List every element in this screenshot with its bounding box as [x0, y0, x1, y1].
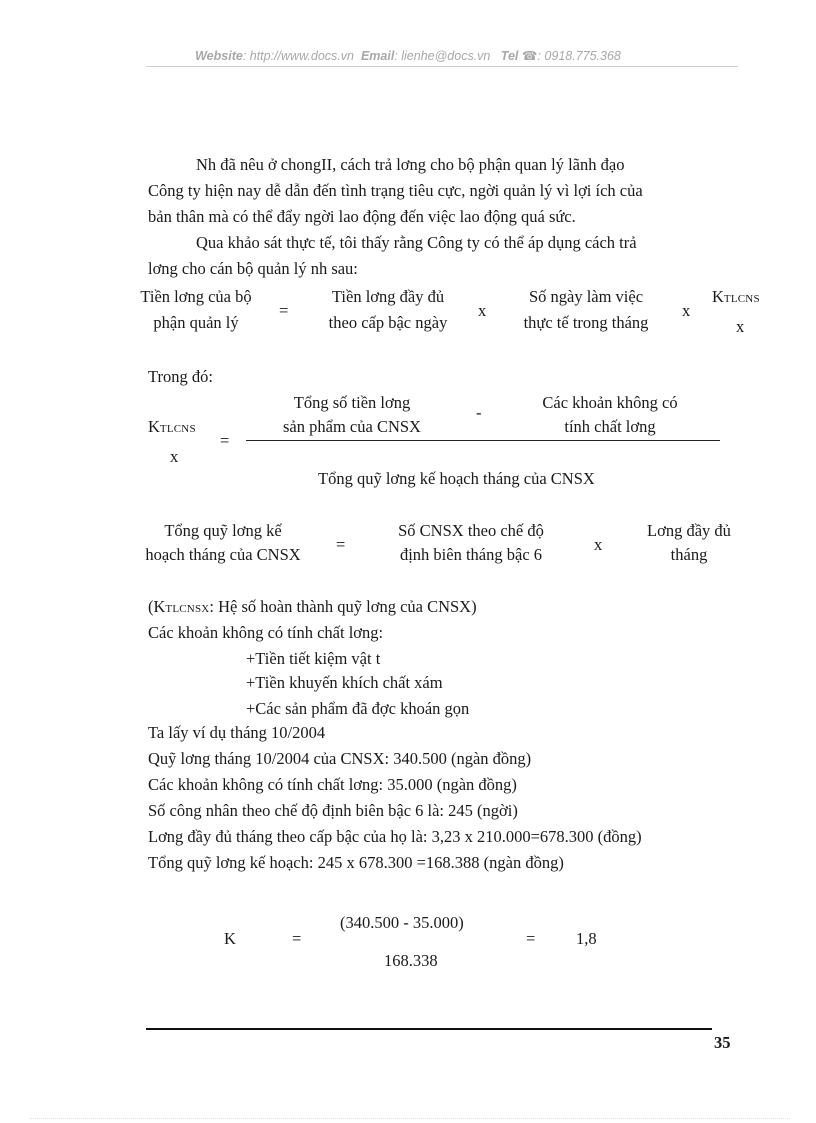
formula1-term-a-line1: Tiền lơng của bộ — [140, 287, 252, 306]
example-line-1: Ta lấy ví dụ tháng 10/2004 — [148, 723, 326, 742]
result-denominator: 168.338 — [384, 951, 438, 970]
formula1-coefficient — [712, 284, 760, 312]
formula1-term-b-line2: theo cấp bậc ngày — [328, 313, 448, 332]
formula2-coefficient — [148, 414, 196, 442]
coefficient-description: : Hệ số hoàn thành quỹ lơng của CNSX) — [209, 597, 477, 616]
coefficient-definition — [148, 594, 477, 622]
formula3-term-b-line2: định biên tháng bậc 6 — [399, 545, 543, 564]
tel-value: : 0918.775.368 — [537, 49, 621, 63]
intro-line-1: Nh đã nêu ở chongII, cách trả lơng cho bộ phận quan lý lãnh đạo — [196, 155, 625, 174]
formula2-k: K — [148, 417, 160, 436]
email-value: : lienhe@docs.vn — [394, 49, 491, 63]
tel-label: Tel — [500, 49, 519, 63]
items-title: Các khoản không có tính chất lơng: — [148, 623, 384, 642]
formula3-times: x — [594, 535, 603, 554]
page-header — [0, 48, 816, 63]
formula2-minus: - — [476, 403, 482, 422]
result-numerator: (340.500 - 35.000) — [340, 913, 464, 932]
formula2-equals: = — [220, 431, 230, 450]
email-label: Email — [360, 49, 395, 63]
formula1-times-1: x — [478, 301, 487, 320]
example-line-5: Lơng đầy đủ tháng theo cấp bậc của họ là: 3,23 x 210.000=678.300 (đồng) — [148, 827, 642, 846]
formula2-k-subscript: TLCNS — [159, 423, 196, 435]
example-line-6: Tổng quỹ lơng kế hoạch: 245 x 678.300 =168.388 (ngàn đồng) — [148, 853, 564, 872]
formula1-term-c-line1: Số ngày làm việc — [528, 287, 644, 306]
formula2-numerator-1-line1: Tổng số tiền lơng — [293, 393, 411, 412]
formula1-k-subscript: TLCNS — [723, 293, 760, 305]
result-equals-2: = — [526, 929, 536, 948]
formula3-term-b-line1: Số CNSX theo chế độ — [398, 521, 544, 540]
intro-line-5: lơng cho cán bộ quản lý nh sau: — [148, 259, 358, 278]
formula2-numerator-2-line1: Các khoản không có — [542, 393, 678, 412]
coefficient-subscript: TLCNSX — [165, 603, 210, 615]
formula2-numerator-2-line2: tính chất lơng — [564, 417, 656, 436]
intro-line-3: bản thân mà có thể đẩy ngời lao động đến việc lao động quá sức. — [148, 207, 576, 226]
website-value: : http://www.docs.vn — [242, 49, 354, 63]
page-bottom-border — [30, 1118, 790, 1119]
coefficient-open: (K — [148, 597, 166, 616]
list-item: +Tiền tiết kiệm vật t — [246, 649, 381, 668]
formula1-times-2: x — [682, 301, 691, 320]
formula1-term-a-line2: phận quản lý — [153, 313, 239, 332]
result-k: K — [224, 929, 236, 948]
formula2-fraction-bar — [246, 440, 720, 441]
intro-line-2: Công ty hiện nay dễ dẫn đến tình trạng tiêu cực, ngời quản lý vì lợi ích của — [148, 181, 643, 200]
list-item: +Tiền khuyến khích chất xám — [246, 673, 443, 692]
result-value: 1,8 — [576, 929, 597, 948]
formula1-term-c-line2: thực tế trong tháng — [523, 313, 649, 332]
formula1-term-b-line1: Tiền lơng đầy đủ — [331, 287, 445, 306]
example-line-2: Quỹ lơng tháng 10/2004 của CNSX: 340.500 (ngàn đồng) — [148, 749, 532, 768]
list-item: +Các sản phẩm đã đợc khoán gọn — [246, 699, 470, 718]
formula3-term-c-line1: Lơng đầy đủ — [647, 521, 731, 540]
formula2-denominator: Tổng quỹ lơng kế hoạch tháng của CNSX — [318, 469, 595, 488]
formula2-numerator-1-line2: sản phẩm của CNSX — [283, 417, 421, 436]
formula3-term-a-line2: hoạch tháng của CNSX — [145, 545, 301, 564]
formula2-times: x — [170, 447, 179, 466]
formula2-intro: Trong đó: — [148, 367, 213, 386]
formula1-times-3: x — [736, 317, 745, 336]
phone-icon: ☎ — [521, 49, 538, 63]
website-label: Website — [195, 49, 243, 63]
formula3-equals: = — [336, 535, 346, 554]
example-line-3: Các khoản không có tính chất lơng: 35.000 (ngàn đồng) — [148, 775, 517, 794]
footer-divider — [146, 1028, 712, 1030]
result-equals-1: = — [292, 929, 302, 948]
formula3-term-c-line2: tháng — [670, 545, 708, 564]
example-line-4: Số công nhân theo chế độ định biên bậc 6 là: 245 (ngời) — [148, 801, 518, 820]
formula1-equals: = — [279, 301, 289, 320]
formula1-k: K — [712, 287, 724, 306]
page-number: 35 — [714, 1033, 731, 1052]
formula3-term-a-line1: Tổng quỹ lơng kế — [164, 521, 282, 540]
intro-line-4: Qua khảo sát thực tế, tôi thấy rằng Công ty có thể áp dụng cách trả — [196, 233, 637, 252]
header-divider — [146, 66, 738, 67]
